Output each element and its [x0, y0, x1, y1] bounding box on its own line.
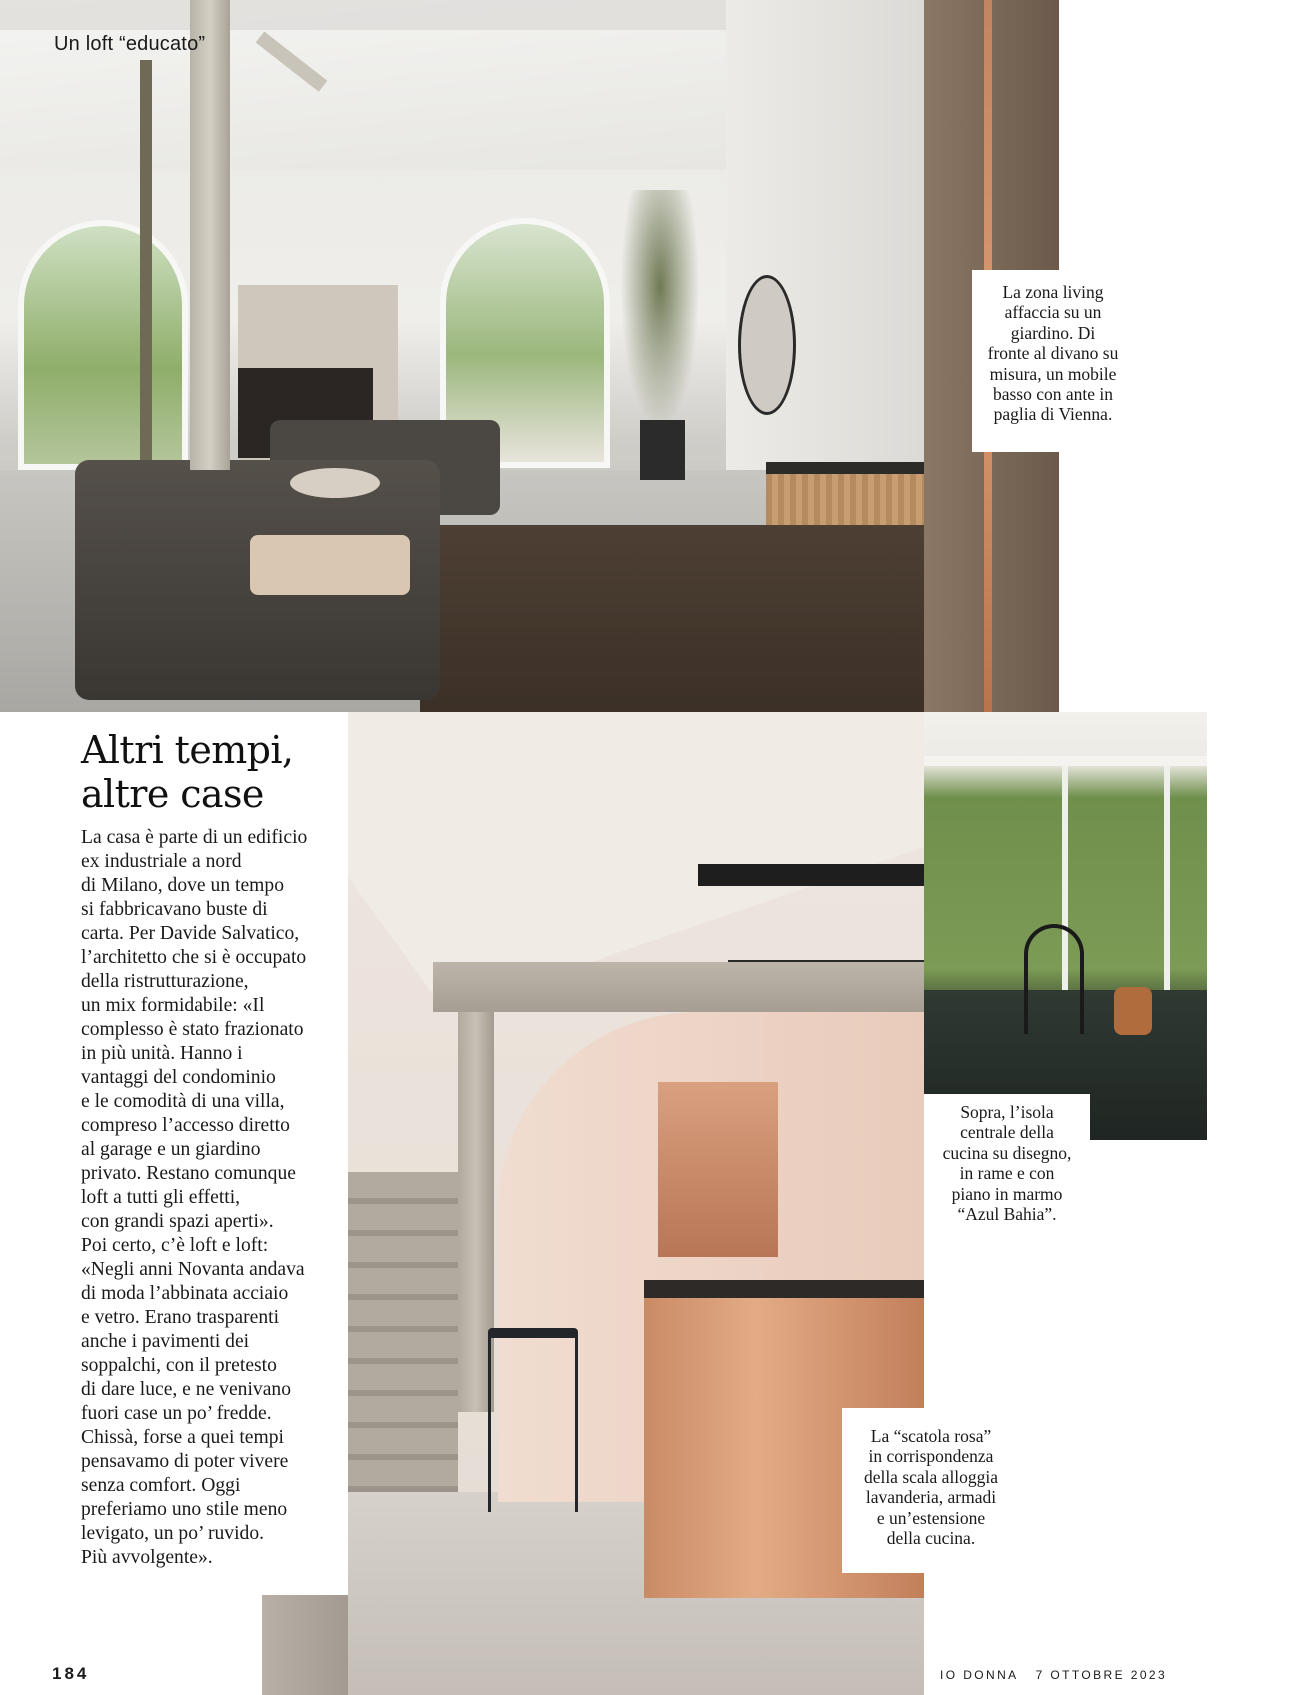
body-line: compreso l’accesso diretto — [81, 1115, 290, 1136]
caption-line: in corrispondenza — [868, 1446, 994, 1467]
body-line: Chissà, forse a quei tempi — [81, 1427, 284, 1448]
article-headline — [81, 728, 341, 816]
caption-line: della cucina. — [886, 1528, 976, 1549]
caption-line: piano in marmo — [951, 1183, 1063, 1204]
caption-line: e un’estensione — [876, 1507, 986, 1528]
body-line: ex industriale a nord — [81, 851, 242, 872]
body-line: anche i pavimenti dei — [81, 1331, 250, 1352]
body-line: La casa è parte di un edificio — [81, 827, 308, 848]
body-line: di dare luce, e ne venivano — [81, 1379, 291, 1400]
kitchen-photo — [348, 712, 924, 1695]
body-line: «Negli anni Novanta andava — [81, 1259, 305, 1280]
caption-line: La zona living — [1002, 282, 1104, 302]
caption-line: misura, un mobile — [989, 363, 1117, 384]
body-line: Poi certo, c’è loft e loft: — [81, 1235, 269, 1256]
body-line: di Milano, dove un tempo — [81, 875, 284, 896]
footer-folio — [940, 1668, 1167, 1682]
body-line: vantaggi del condominio — [81, 1067, 276, 1088]
caption-kitchen — [842, 1408, 1020, 1573]
body-line: preferiamo uno stile meno — [81, 1499, 288, 1520]
caption-line: affaccia su un — [1004, 302, 1102, 323]
page-number: 184 — [52, 1664, 90, 1683]
headline-line: altre case — [81, 772, 264, 816]
concrete-column-detail — [262, 1595, 348, 1695]
body-line: fuori case un po’ fredde. — [81, 1403, 272, 1424]
caption-living-room — [972, 270, 1134, 452]
living-room-photo — [0, 0, 924, 712]
body-line: loft a tutti gli effetti, — [81, 1187, 241, 1208]
caption-line: basso con ante in — [992, 384, 1114, 405]
body-line: pensavamo di poter vivere — [81, 1451, 289, 1472]
kitchen-island-photo — [924, 712, 1207, 1143]
body-line: soppalchi, con il pretesto — [81, 1355, 277, 1376]
body-line: senza comfort. Oggi — [81, 1475, 241, 1496]
body-line: levigato, un po’ ruvido. — [81, 1523, 265, 1544]
body-line: Più avvolgente». — [81, 1547, 213, 1568]
magazine-name: IO DONNA — [940, 1668, 1018, 1682]
body-line: con grandi spazi aperti». — [81, 1211, 274, 1232]
caption-line: cucina su disegno, — [942, 1142, 1072, 1163]
body-line: di moda l’abbinata acciaio — [81, 1283, 289, 1304]
caption-line: Sopra, l’isola — [960, 1102, 1054, 1122]
caption-line: della scala alloggia — [863, 1466, 999, 1487]
caption-line: lavanderia, armadi — [865, 1487, 997, 1508]
body-line: privato. Restano comunque — [81, 1163, 296, 1184]
caption-kitchen-island — [924, 1094, 1090, 1242]
body-line: un mix formidabile: «Il — [81, 995, 265, 1016]
body-line: e vetro. Erano trasparenti — [81, 1307, 280, 1328]
body-line: l’architetto che si è occupato — [81, 947, 307, 968]
body-line: e le comodità di una villa, — [81, 1091, 285, 1112]
body-line: al garage e un giardino — [81, 1139, 261, 1160]
caption-line: La “scatola rosa” — [870, 1426, 992, 1446]
section-label: Un loft “educato” — [54, 33, 206, 55]
caption-line: giardino. Di — [1010, 322, 1096, 343]
body-line: complesso è stato frazionato — [81, 1019, 304, 1040]
body-line: si fabbricavano buste di — [81, 899, 268, 920]
headline-line: Altri tempi, — [81, 728, 294, 772]
body-line: carta. Per Davide Salvatico, — [81, 923, 300, 944]
body-line: in più unità. Hanno i — [81, 1043, 243, 1064]
caption-line: in rame e con — [959, 1163, 1055, 1184]
caption-line: “Azul Bahia”. — [957, 1204, 1057, 1225]
caption-line: centrale della — [960, 1122, 1054, 1143]
issue-date: 7 OTTOBRE 2023 — [1035, 1668, 1168, 1682]
caption-line: fronte al divano su — [987, 343, 1119, 364]
caption-line: paglia di Vienna. — [993, 404, 1113, 425]
article-body — [81, 826, 343, 1570]
body-line: della ristrutturazione, — [81, 971, 249, 992]
